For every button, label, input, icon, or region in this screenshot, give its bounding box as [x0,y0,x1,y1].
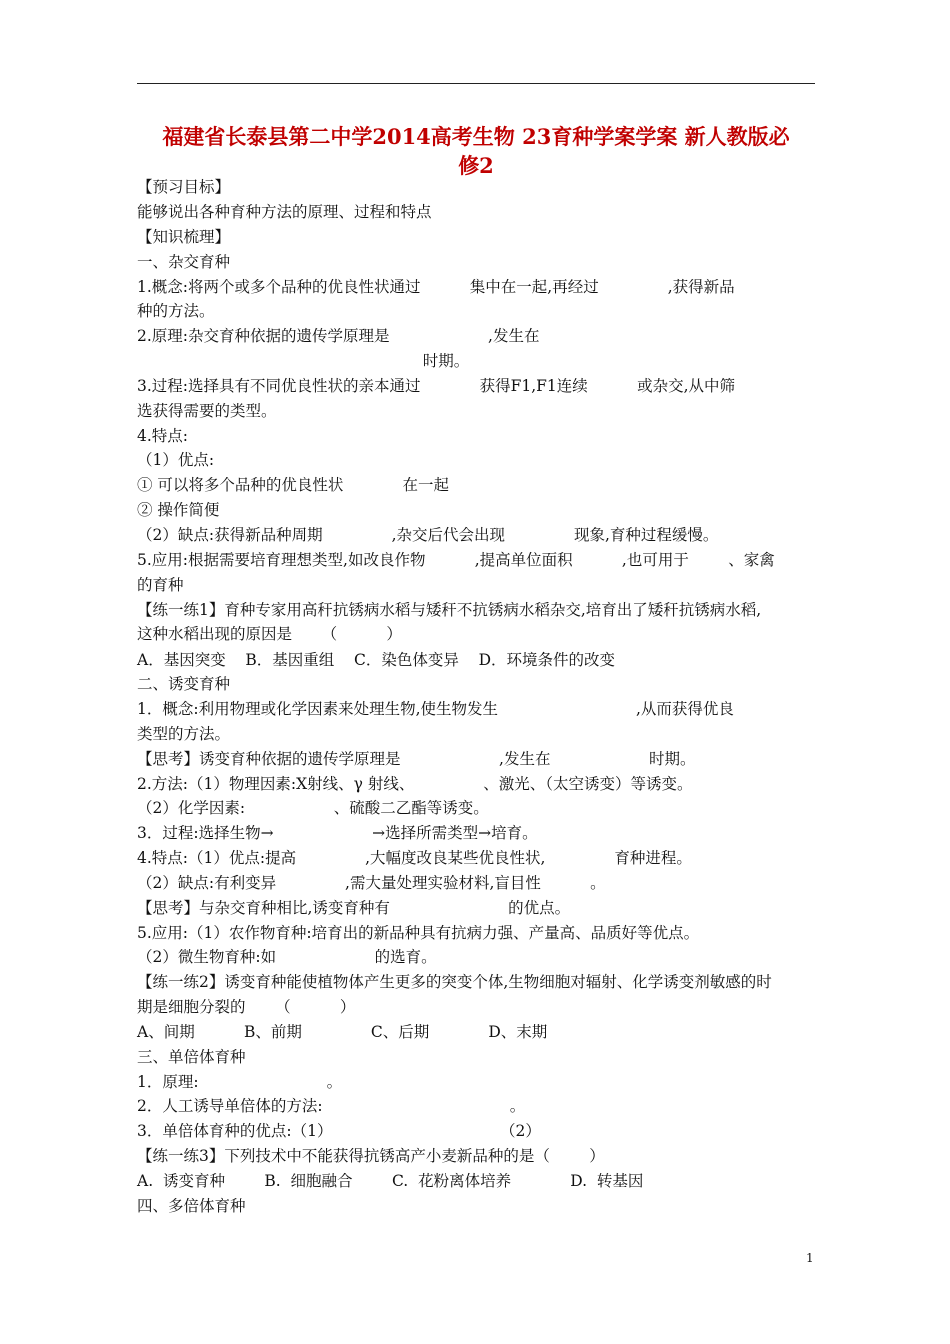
title-line-2: 修2 [458,153,494,178]
text-line: 5.应用:根据需要培育理想类型,如改良作物 ,提高单位面积 ,也可用于 、家禽 [137,551,775,569]
text-line: 四、多倍体育种 [137,1197,246,1215]
text-line: ① 可以将多个品种的优良性状 在一起 [137,476,450,494]
text-line: 期是细胞分裂的 （ ） [137,998,356,1016]
text-line: （2）微生物育种:如 的选育。 [137,948,437,966]
text-line: （2）缺点:有利变异 ,需大量处理实验材料,盲目性 。 [137,874,606,892]
header-rule [137,83,815,84]
text-line: 时期。 [137,352,470,370]
text-line: 4.特点: [137,427,189,445]
text-line: 2.原理:杂交育种依据的遗传学原理是 ,发生在 [137,327,540,345]
text-line: 这种水稻出现的原因是 （ ） [137,625,402,643]
text-line: 【练一练2】诱变育种能使植物体产生更多的突变个体,生物细胞对辐射、化学诱变剂敏感的时 [137,973,772,991]
text-line: 一、杂交育种 [137,253,231,271]
text-line: A．基因突变 B．基因重组 C．染色体变异 D．环境条件的改变 [137,651,615,669]
document-title [137,122,815,180]
text-line: （2）缺点:获得新品种周期 ,杂交后代会出现 现象,育种过程缓慢。 [137,526,719,544]
text-line: 二、诱变育种 [137,675,231,693]
text-line: 种的方法。 [137,302,215,320]
text-line: 三、单倍体育种 [137,1048,246,1066]
text-line: 【思考】与杂交育种相比,诱变育种有 的优点。 [137,899,571,917]
text-line: 【预习目标】 [137,178,231,196]
text-line: A、间期 B、前期 C、后期 D、末期 [137,1023,548,1041]
text-line: 1．原理: 。 [137,1073,343,1091]
text-line: 能够说出各种育种方法的原理、过程和特点 [137,203,432,221]
text-line: （2）化学因素: 、硫酸二乙酯等诱变。 [137,799,489,817]
text-line: 3.过程:选择具有不同优良性状的亲本通过 获得F1,F1连续 或杂交,从中筛 [137,377,735,395]
text-line: 3．过程:选择生物→ →选择所需类型→培育。 [137,824,538,842]
text-line: 选获得需要的类型。 [137,402,277,420]
text-line: 1．概念:利用物理或化学因素来处理生物,使生物发生 ,从而获得优良 [137,700,734,718]
text-line: 1.概念:将两个或多个品种的优良性状通过 集中在一起,再经过 ,获得新品 [137,278,735,296]
text-line: 类型的方法。 [137,725,231,743]
text-line: 2．人工诱导单倍体的方法: 。 [137,1097,526,1115]
text-line: ② 操作简便 [137,501,220,519]
text-line: 的育种 [137,576,184,594]
page-number: 1 [806,1251,814,1265]
text-line: 【知识梳理】 [137,228,231,246]
title-line-1: 福建省长泰县第二中学2014高考生物 23育种学案学案 新人教版必 [162,124,790,149]
text-line: 【思考】诱变育种依据的遗传学原理是 ,发生在 时期。 [137,750,696,768]
text-line: （1）优点: [137,451,215,469]
text-line: 【练一练3】下列技术中不能获得抗锈高产小麦新品种的是（ ） [137,1147,605,1165]
text-line: 3．单倍体育种的优点:（1） （2） [137,1122,541,1140]
text-line: 2.方法:（1）物理因素:X射线、γ 射线、 、激光、（太空诱变）等诱变。 [137,775,693,793]
text-line: 【练一练1】育种专家用高秆抗锈病水稻与矮秆不抗锈病水稻杂交,培育出了矮秆抗锈病水稻, [137,601,762,619]
text-line: A. 诱变育种 B. 细胞融合 C. 花粉离体培养 D. 转基因 [137,1172,644,1190]
text-line: 5.应用:（1）农作物育种:培育出的新品种具有抗病力强、产量高、品质好等优点。 [137,924,700,942]
text-line: 4.特点:（1）优点:提高 ,大幅度改良某些优良性状, 育种进程。 [137,849,692,867]
